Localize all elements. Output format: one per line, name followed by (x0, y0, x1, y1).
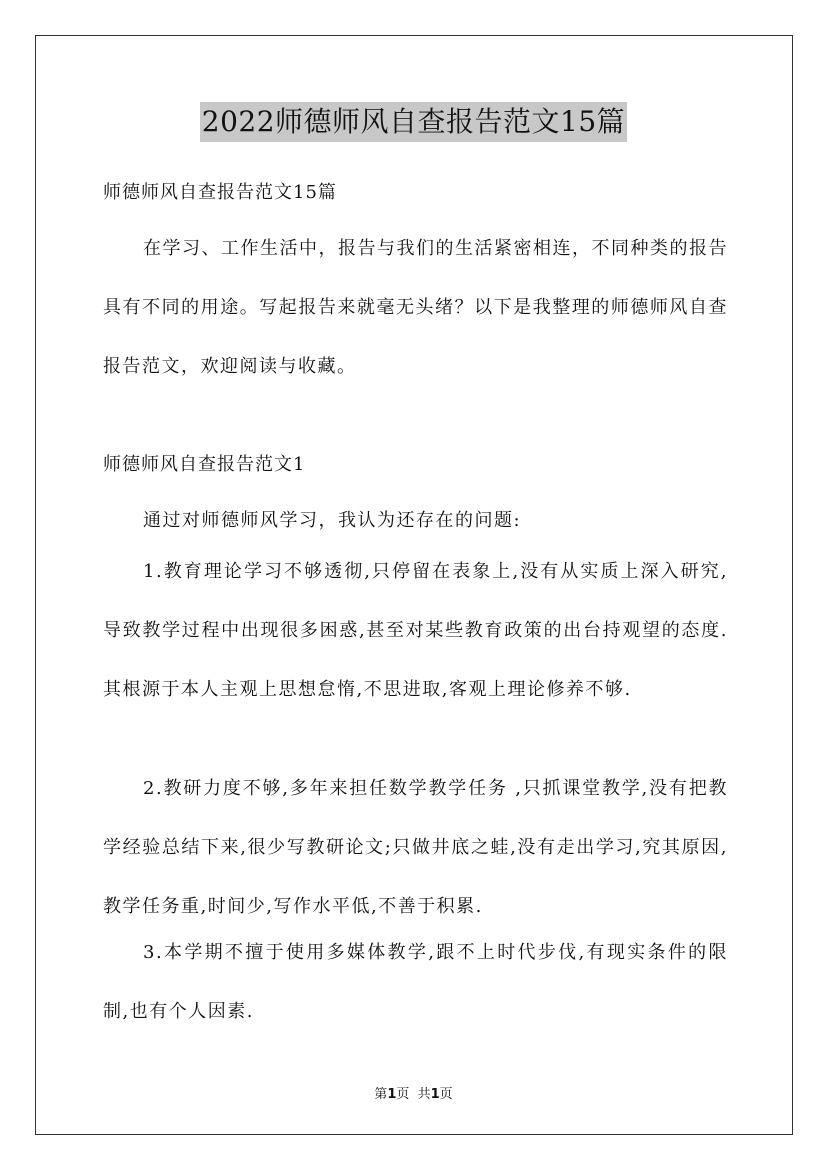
document-title: 2022师德师风自查报告范文15篇 (200, 102, 627, 142)
page-footer (0, 1083, 827, 1102)
footer-page-current: 1 (387, 1087, 397, 1102)
footer-page-total: 1 (430, 1087, 440, 1102)
list-item: 2.教研力度不够,多年来担任数学教学任务 ,只抓课堂教学,没有把教学经验总结下来,很少写教研论文;只做井底之蛙,没有走出学习,究其原因,教学任务重,时间少,写作水平低,不善于积累. (103, 778, 728, 917)
document-subtitle: 师德师风自查报告范文15篇 (103, 182, 337, 203)
footer-prefix: 第 (374, 1087, 388, 1102)
list-item: 1.教育理论学习不够透彻,只停留在表象上,没有从实质上深入研究,导致教学过程中出现很多困惑,甚至对某些教育政策的出台持观望的态度.其根源于本人主观上思想怠惰,不思进取,客观上理论修养不够. (103, 561, 728, 700)
title-container (0, 102, 827, 142)
footer-suffix: 页 (439, 1087, 453, 1102)
section-heading: 师德师风自查报告范文1 (103, 454, 306, 475)
intro-paragraph: 在学习、工作生活中，报告与我们的生活紧密相连，不同种类的报告具有不同的用途。写起报告来就毫无头绪？以下是我整理的师德师风自查报告范文，欢迎阅读与收藏。 (103, 238, 728, 377)
section-lead: 通过对师德师风学习，我认为还存在的问题: (143, 510, 522, 531)
list-item: 3.本学期不擅于使用多媒体教学,跟不上时代步伐,有现实条件的限制,也有个人因素. (103, 942, 728, 1022)
footer-mid: 页 共 (396, 1087, 431, 1102)
